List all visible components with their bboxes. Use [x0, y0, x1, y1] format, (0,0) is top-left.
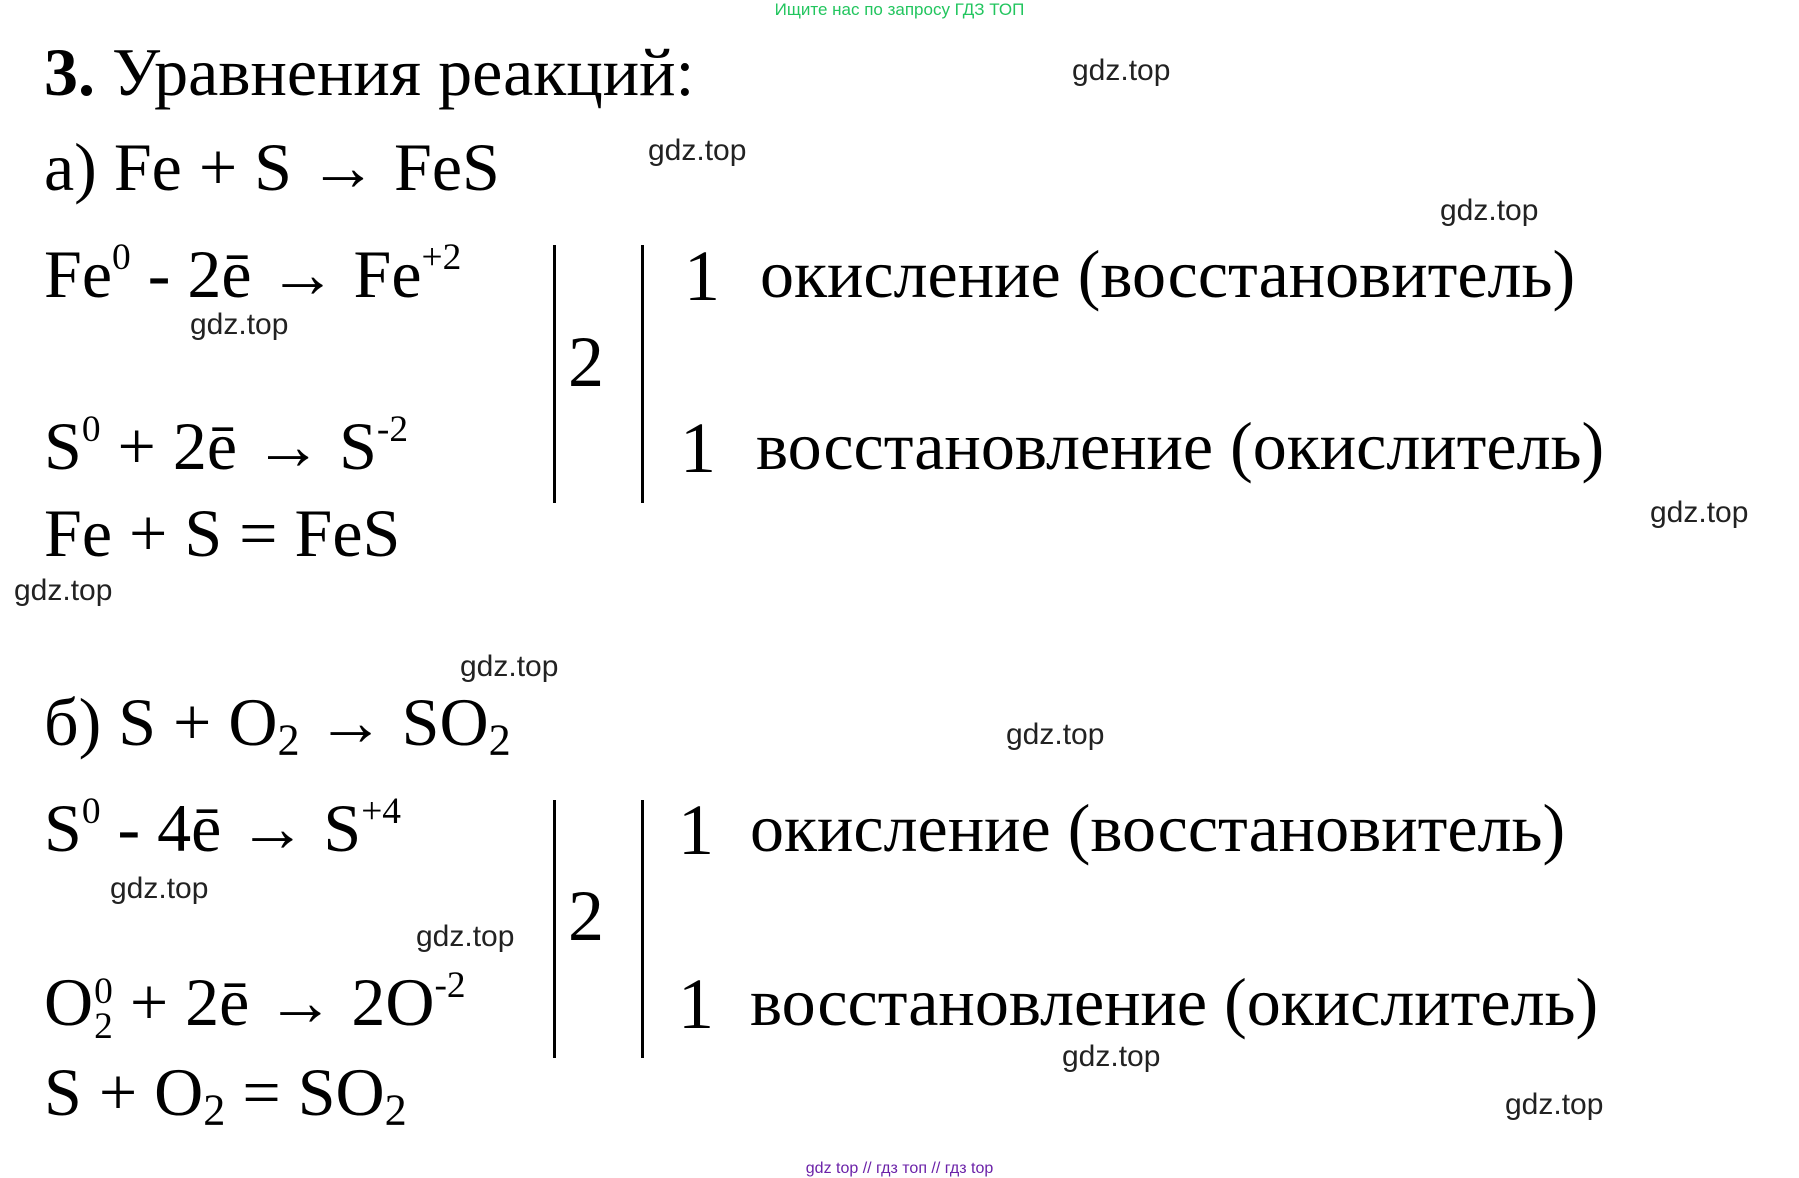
desc-b1: окисление (восстановитель): [750, 790, 1566, 866]
total-b-lhs: S + O: [44, 1054, 204, 1130]
element: S: [44, 408, 82, 484]
half-reaction-b1: [44, 790, 401, 866]
watermark: gdz.top: [1650, 496, 1749, 529]
half-reaction-a2: [44, 408, 409, 484]
total-b-rhs: = SO: [225, 1054, 385, 1130]
subscript: 2: [94, 1006, 113, 1048]
half-reaction-a1: [44, 236, 462, 312]
electron-transfer: + 2ē → S: [100, 408, 377, 484]
watermark: gdz.top: [460, 650, 559, 683]
reaction-a-rhs: FeS: [394, 129, 500, 205]
oxidation-state: 0: [112, 236, 131, 278]
desc-a1: окисление (восстановитель): [760, 236, 1576, 312]
reaction-a-prefix: а): [44, 129, 114, 205]
subscript: 2: [203, 1085, 226, 1135]
element: O: [44, 964, 94, 1040]
coef-a1: 1: [684, 236, 720, 316]
watermark: gdz.top: [1505, 1088, 1604, 1121]
watermark: gdz.top: [1072, 54, 1171, 87]
watermark: gdz.top: [190, 308, 289, 341]
desc-a2: восстановление (окислитель): [756, 408, 1605, 484]
half-reaction-b2: [44, 964, 466, 1048]
oxidation-state: -2: [376, 408, 409, 450]
watermark: gdz.top: [1062, 1040, 1161, 1073]
coef-b1: 1: [678, 790, 714, 870]
element: Fe: [44, 236, 112, 312]
electron-transfer: - 2ē → Fe: [130, 236, 422, 312]
reaction-a-lhs: Fe + S: [113, 129, 292, 205]
lcm-a: 2: [568, 322, 604, 402]
lcm-b: 2: [568, 876, 604, 956]
coef-a2: 1: [680, 408, 716, 488]
reaction-b-rhs: → SO: [299, 684, 489, 760]
title-text: Уравнения реакций:: [95, 34, 695, 110]
electron-transfer: - 4ē → S: [100, 790, 362, 866]
electron-transfer: + 2ē → 2O: [112, 964, 435, 1040]
desc-b2: восстановление (окислитель): [750, 964, 1599, 1040]
reaction-b: [44, 684, 511, 765]
task-number: 3.: [44, 34, 95, 110]
total-equation-b: [44, 1054, 407, 1135]
oxidation-state: 0: [81, 408, 101, 450]
page-title: [44, 34, 695, 110]
balance-line-right: [641, 800, 644, 1058]
subscript: 2: [488, 715, 511, 765]
watermark: gdz.top: [648, 134, 747, 167]
coef-b2: 1: [678, 964, 714, 1044]
reaction-a-arrow: →: [292, 129, 394, 205]
footer-links: gdz top // гдз топ // гдз top: [805, 1160, 994, 1177]
oxidation-state: 0: [94, 970, 113, 1012]
watermark: gdz.top: [416, 920, 515, 953]
subscript: 2: [384, 1085, 407, 1135]
element: S: [44, 790, 82, 866]
reaction-b-lhs: б) S + O: [44, 684, 278, 760]
balance-line-right: [641, 245, 644, 503]
oxidation-state: 0: [81, 790, 101, 832]
reaction-a: [44, 129, 500, 205]
oxidation-state: +2: [421, 236, 462, 278]
watermark: gdz.top: [110, 872, 209, 905]
watermark: gdz.top: [14, 574, 113, 607]
oxidation-subscript-stack: [94, 970, 113, 1048]
total-equation-a: Fe + S = FeS: [44, 495, 401, 571]
balance-line-left: [553, 245, 556, 503]
watermark: gdz.top: [1440, 194, 1539, 227]
subscript: 2: [277, 715, 300, 765]
watermark: gdz.top: [1006, 718, 1105, 751]
oxidation-state: +4: [361, 790, 401, 832]
oxidation-state: -2: [434, 964, 466, 1006]
balance-line-left: [553, 800, 556, 1058]
top-banner: Ищите нас по запросу ГДЗ ТОП: [774, 0, 1025, 19]
